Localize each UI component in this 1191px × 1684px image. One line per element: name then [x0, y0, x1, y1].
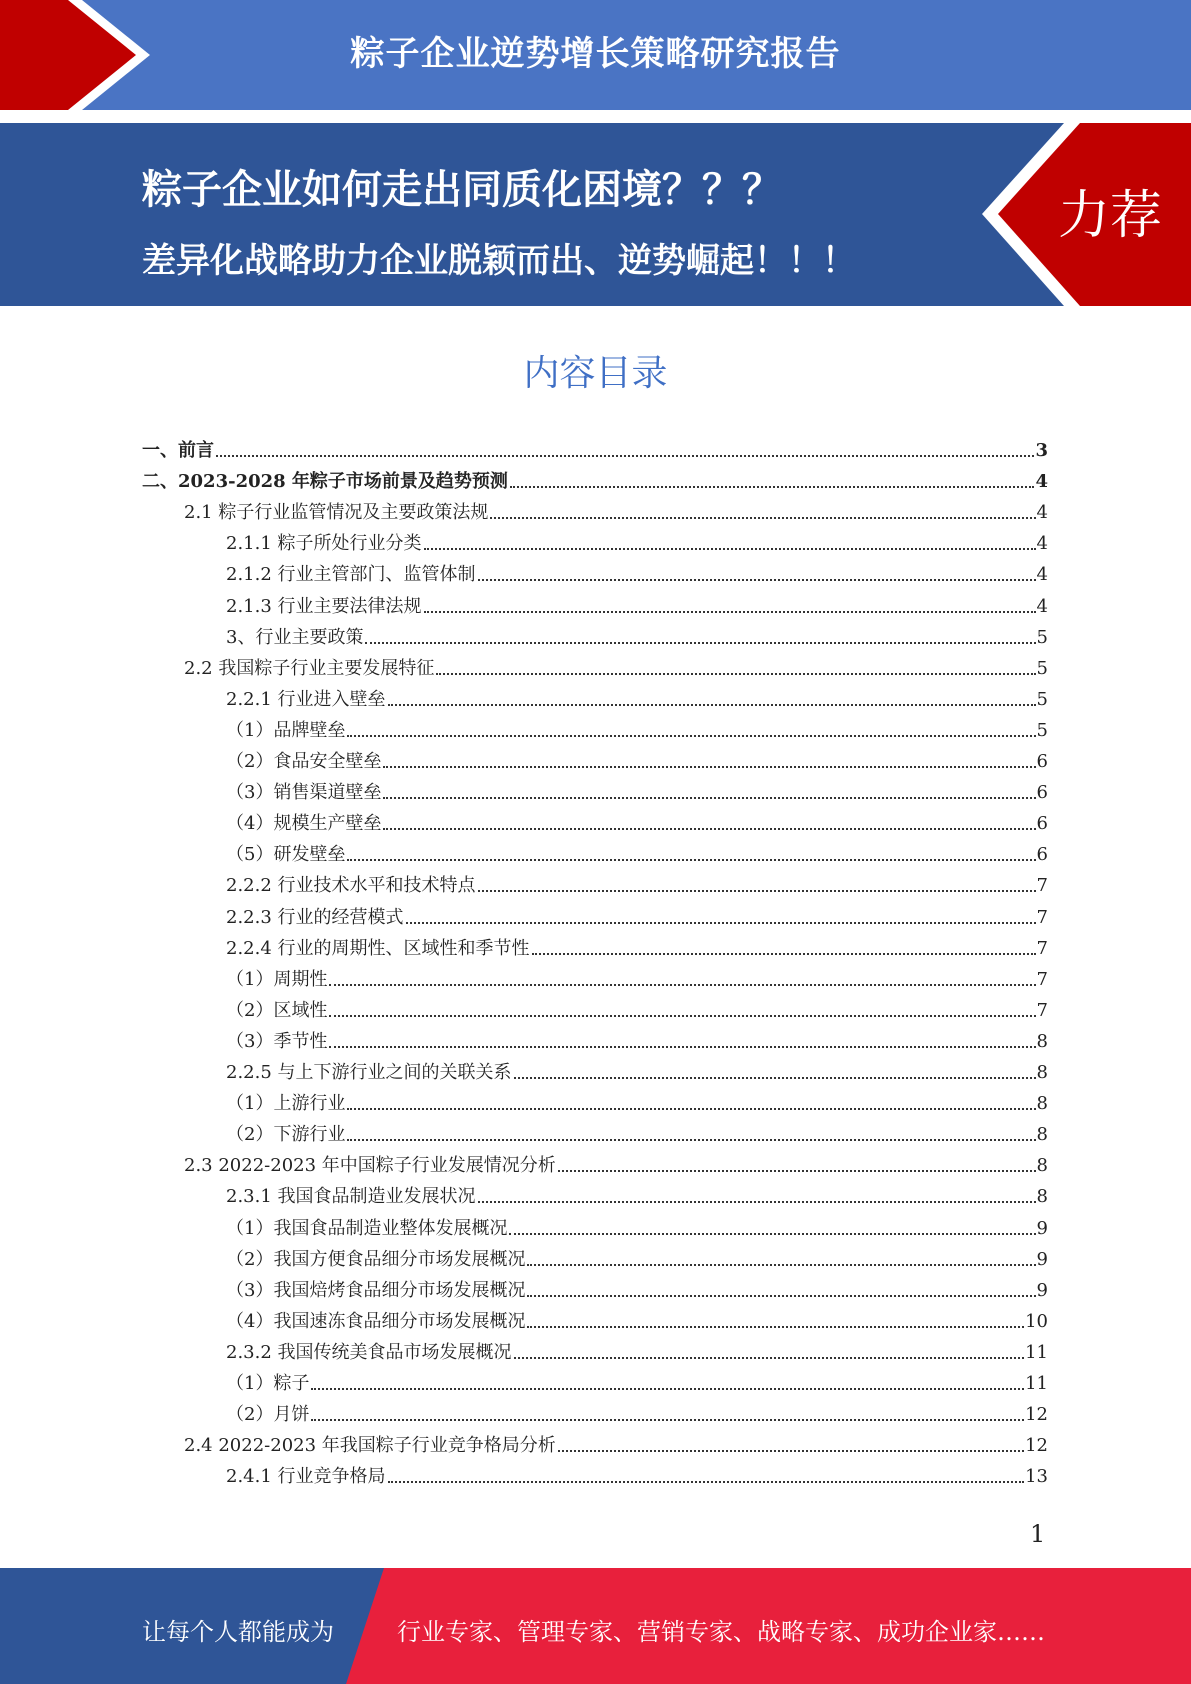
toc-entry[interactable] — [226, 840, 1048, 866]
toc-dot-leader — [347, 1108, 1035, 1110]
toc-entry-page: 7 — [1036, 969, 1048, 990]
toc-entry[interactable] — [184, 1431, 1048, 1457]
toc-entry-page: 3 — [1035, 440, 1048, 461]
toc-entry-label: （2）食品安全壁垒 — [226, 751, 382, 772]
toc-entry-label: 一、前言 — [142, 440, 214, 461]
headline-tagline: 差异化战略助力企业脱颖而出、逆势崛起！！！ — [142, 241, 856, 281]
toc-entry-page: 5 — [1036, 627, 1048, 648]
toc-dot-leader — [365, 642, 1035, 644]
toc-entry-label: 2.2 我国粽子行业主要发展特征 — [184, 658, 435, 679]
toc-entry[interactable] — [226, 1214, 1048, 1240]
toc-dot-leader — [532, 953, 1036, 955]
toc-dot-leader — [558, 1450, 1024, 1452]
toc-entry-page: 7 — [1036, 1000, 1048, 1021]
toc-dot-leader — [347, 1139, 1035, 1141]
toc-entry-page: 8 — [1036, 1124, 1048, 1145]
toc-dot-leader — [383, 797, 1035, 799]
toc-entry-page: 9 — [1036, 1280, 1048, 1301]
toc-entry-page: 5 — [1036, 689, 1048, 710]
toc-entry-label: 2.3.2 我国传统美食品市场发展概况 — [226, 1342, 512, 1363]
toc-entry-label: （3）季节性 — [226, 1031, 328, 1052]
toc-entry-page: 7 — [1036, 938, 1048, 959]
recommend-label: 力荐 — [1058, 186, 1163, 246]
toc-entry-page: 8 — [1036, 1062, 1048, 1083]
toc-dot-leader — [383, 828, 1035, 830]
toc-entry-page: 6 — [1036, 751, 1048, 772]
toc-dot-leader — [329, 1046, 1035, 1048]
toc-dot-leader — [527, 1264, 1035, 1266]
toc-entry-label: 3、行业主要政策 — [226, 627, 364, 648]
toc-entry-label: （2）我国方便食品细分市场发展概况 — [226, 1249, 526, 1270]
toc-entry-label: 2.2.5 与上下游行业之间的关联关系 — [226, 1062, 512, 1083]
toc-entry[interactable] — [226, 592, 1048, 618]
toc-entry-page: 6 — [1036, 844, 1048, 865]
toc-entry-label: 二、2023-2028 年粽子市场前景及趋势预测 — [142, 471, 508, 492]
toc-entry[interactable] — [226, 1307, 1048, 1333]
toc-entry-page: 8 — [1036, 1186, 1048, 1207]
toc-entry-page: 5 — [1036, 720, 1048, 741]
toc-entry-page: 13 — [1025, 1466, 1048, 1487]
toc-entry[interactable] — [226, 934, 1048, 960]
toc-entry[interactable] — [226, 529, 1048, 555]
toc-entry-label: （4）我国速冻食品细分市场发展概况 — [226, 1311, 526, 1332]
toc-title: 内容目录 — [523, 353, 668, 394]
toc-entry-page: 8 — [1036, 1155, 1048, 1176]
toc-entry[interactable] — [226, 1462, 1048, 1488]
toc-entry[interactable] — [226, 747, 1048, 773]
toc-dot-leader — [514, 1357, 1025, 1359]
toc-entry[interactable] — [226, 1089, 1048, 1115]
toc-dot-leader — [478, 579, 1036, 581]
toc-entry[interactable] — [226, 623, 1048, 649]
toc-entry-label: 2.2.3 行业的经营模式 — [226, 907, 404, 928]
toc-dot-leader — [329, 984, 1035, 986]
toc-entry-label: 2.2.2 行业技术水平和技术特点 — [226, 875, 476, 896]
toc-dot-leader — [558, 1170, 1036, 1172]
toc-entry-page: 9 — [1036, 1218, 1048, 1239]
toc-entry[interactable] — [226, 965, 1048, 991]
footer-slogan-right: 行业专家、管理专家、营销专家、战略专家、成功企业家…… — [397, 1618, 1045, 1646]
toc-dot-leader — [510, 486, 1035, 488]
toc-dot-leader — [347, 859, 1035, 861]
toc-entry-label: 2.4.1 行业竞争格局 — [226, 1466, 386, 1487]
toc-dot-leader — [388, 1481, 1025, 1483]
toc-entry-label: 2.1.2 行业主管部门、监管体制 — [226, 564, 476, 585]
toc-dot-leader — [527, 1295, 1035, 1297]
toc-entry-label: （1）我国食品制造业整体发展概况 — [226, 1218, 508, 1239]
toc-dot-leader — [388, 704, 1036, 706]
toc-entry[interactable] — [226, 716, 1048, 742]
toc-entry-page: 4 — [1036, 596, 1048, 617]
toc-entry-page: 12 — [1025, 1404, 1048, 1425]
toc-entry[interactable] — [226, 996, 1048, 1022]
toc-entry-label: （4）规模生产壁垒 — [226, 813, 382, 834]
toc-entry[interactable] — [226, 1276, 1048, 1302]
toc-entry-label: 2.2.1 行业进入壁垒 — [226, 689, 386, 710]
toc-entry[interactable] — [226, 903, 1048, 929]
toc-entry-page: 4 — [1036, 564, 1048, 585]
toc-dot-leader — [436, 673, 1035, 675]
toc-entry-page: 4 — [1035, 471, 1048, 492]
toc-entry-label: （1）品牌壁垒 — [226, 720, 346, 741]
toc-dot-leader — [406, 922, 1036, 924]
toc-entry-page: 7 — [1036, 907, 1048, 928]
toc-entry-page: 4 — [1036, 533, 1048, 554]
toc-entry-label: 2.3 2022-2023 年中国粽子行业发展情况分析 — [184, 1155, 556, 1176]
toc-entry-page: 9 — [1036, 1249, 1048, 1270]
toc-entry-page: 7 — [1036, 875, 1048, 896]
toc-entry[interactable] — [142, 436, 1048, 462]
toc-entry[interactable] — [226, 1120, 1048, 1146]
toc-dot-leader — [329, 1015, 1035, 1017]
toc-dot-leader — [311, 1419, 1024, 1421]
toc-dot-leader — [424, 611, 1036, 613]
toc-entry-label: （3）我国焙烤食品细分市场发展概况 — [226, 1280, 526, 1301]
toc-entry-page: 8 — [1036, 1093, 1048, 1114]
toc-entry-label: （2）区域性 — [226, 1000, 328, 1021]
toc-entry-page: 6 — [1036, 813, 1048, 834]
toc-entry[interactable] — [226, 871, 1048, 897]
toc-entry[interactable] — [226, 1400, 1048, 1426]
toc-entry[interactable] — [226, 1369, 1048, 1395]
toc-entry[interactable] — [226, 1245, 1048, 1271]
toc-dot-leader — [490, 517, 1035, 519]
toc-dot-leader — [216, 455, 1034, 457]
toc-dot-leader — [478, 890, 1036, 892]
toc-entry-label: （1）周期性 — [226, 969, 328, 990]
toc-entry[interactable] — [184, 1151, 1048, 1177]
footer-slogan-left: 让每个人都能成为 — [142, 1618, 334, 1646]
toc-entry[interactable] — [226, 560, 1048, 586]
toc-entry-label: （5）研发壁垒 — [226, 844, 346, 865]
toc-dot-leader — [424, 548, 1036, 550]
toc-entry-page: 6 — [1036, 782, 1048, 803]
toc-entry-label: 2.4 2022-2023 年我国粽子行业竞争格局分析 — [184, 1435, 556, 1456]
toc-entry-label: 2.1 粽子行业监管情况及主要政策法规 — [184, 502, 489, 523]
toc-entry-page: 11 — [1025, 1373, 1048, 1394]
toc-dot-leader — [478, 1201, 1036, 1203]
page-number: 1 — [1030, 1520, 1046, 1548]
headline-question: 粽子企业如何走出同质化困境？？？ — [142, 167, 782, 213]
toc-entry[interactable] — [226, 1182, 1048, 1208]
toc-dot-leader — [383, 766, 1035, 768]
toc-entry-label: 2.1.1 粽子所处行业分类 — [226, 533, 422, 554]
toc-entry-page: 10 — [1025, 1311, 1048, 1332]
toc-entry-label: 2.2.4 行业的周期性、区域性和季节性 — [226, 938, 530, 959]
toc-entry-label: （1）粽子 — [226, 1373, 310, 1394]
toc-entry[interactable] — [226, 685, 1048, 711]
toc-entry[interactable] — [226, 809, 1048, 835]
toc-entry-label: 2.1.3 行业主要法律法规 — [226, 596, 422, 617]
toc-dot-leader — [311, 1388, 1024, 1390]
toc-entry-label: （2）下游行业 — [226, 1124, 346, 1145]
toc-entry-label: （3）销售渠道壁垒 — [226, 782, 382, 803]
toc-entry-page: 8 — [1036, 1031, 1048, 1052]
toc-entry-page: 11 — [1025, 1342, 1048, 1363]
toc-entry[interactable] — [226, 778, 1048, 804]
toc-entry[interactable] — [184, 498, 1048, 524]
toc-entry[interactable] — [226, 1027, 1048, 1053]
banner-title: 粽子企业逆势增长策略研究报告 — [350, 34, 841, 74]
toc-dot-leader — [514, 1077, 1036, 1079]
toc-dot-leader — [509, 1233, 1035, 1235]
toc-dot-leader — [527, 1326, 1024, 1328]
toc-entry-label: （1）上游行业 — [226, 1093, 346, 1114]
toc-entry[interactable] — [226, 1338, 1048, 1364]
toc-entry-page: 12 — [1025, 1435, 1048, 1456]
toc-entry-page: 4 — [1036, 502, 1048, 523]
toc-entry-label: （2）月饼 — [226, 1404, 310, 1425]
toc-entry-label: 2.3.1 我国食品制造业发展状况 — [226, 1186, 476, 1207]
toc-entry-page: 5 — [1036, 658, 1048, 679]
toc-entry[interactable] — [226, 1058, 1048, 1084]
toc-dot-leader — [347, 735, 1035, 737]
toc-entry[interactable] — [142, 467, 1048, 493]
toc-entry[interactable] — [184, 654, 1048, 680]
